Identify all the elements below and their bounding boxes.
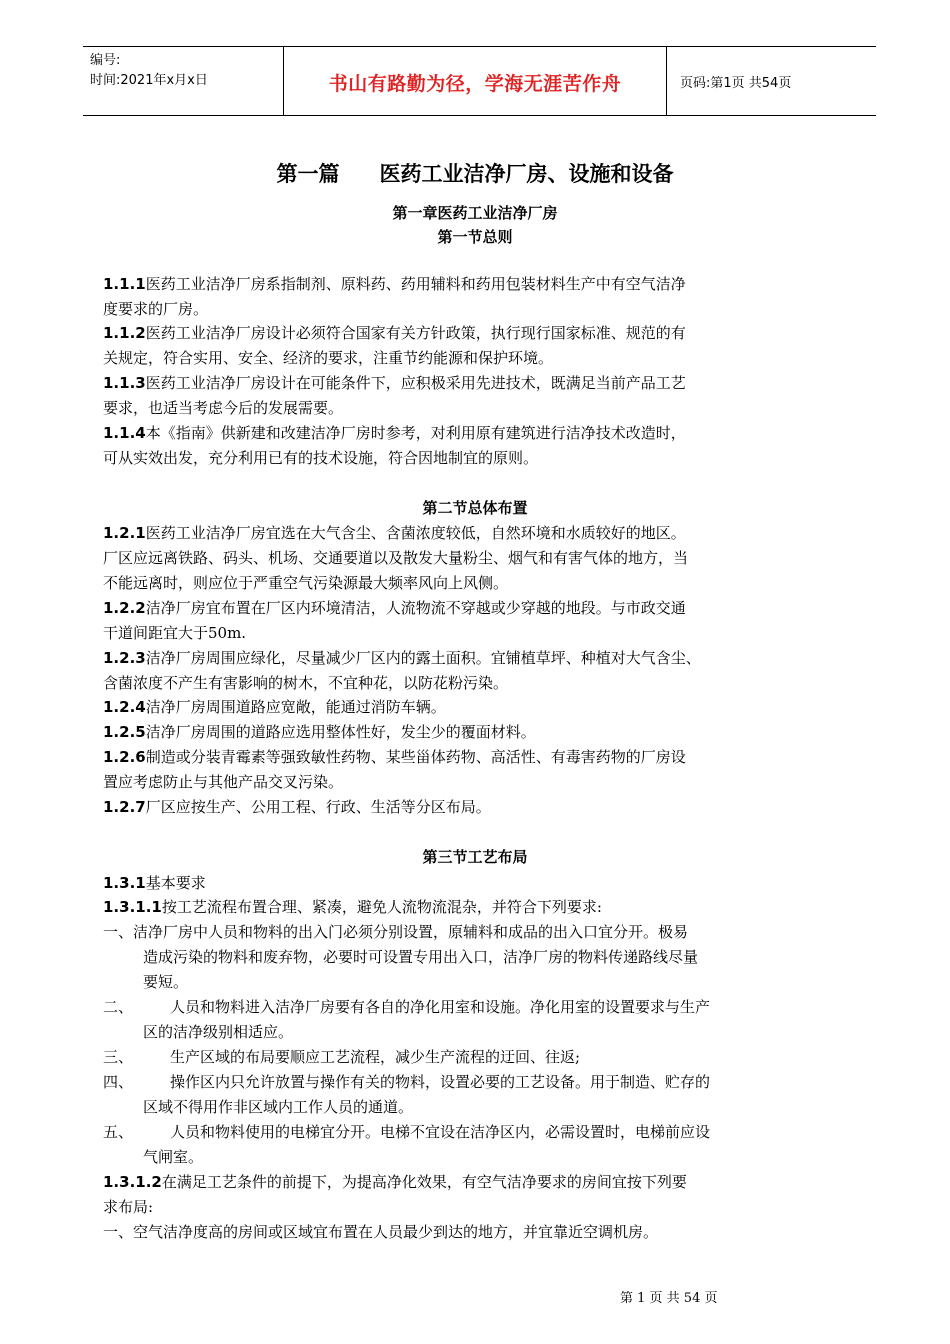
clause-text: 关规定，符合实用、安全、经济的要求，注重节约能源和保护环境。 bbox=[103, 349, 554, 367]
section-title-2: 第二节总体布置 bbox=[422, 499, 528, 517]
clause-1-3-1-2 bbox=[103, 1170, 863, 1220]
clause-1-3-1-1 bbox=[103, 895, 863, 920]
clause-text: 本《指南》供新建和改建洁净厂房时参考，对利用原有建筑进行洁净技术改造时， bbox=[145, 424, 686, 442]
clause-text: 置应考虑防止与其他产品交叉污染。 bbox=[103, 773, 344, 791]
list-item-3 bbox=[103, 1045, 863, 1070]
list2-item-1 bbox=[103, 1220, 863, 1245]
clause-number: 1.2.6 bbox=[103, 748, 146, 766]
clause-text: 洁净厂房周围应绿化，尽量减少厂区内的露土面积。宜铺植草坪、种植对大气含尘、 bbox=[145, 649, 701, 667]
clause-1-1-2 bbox=[103, 321, 863, 371]
chapter-title: 第一章医药工业洁净厂房 bbox=[392, 204, 558, 222]
clause-1-2-5 bbox=[103, 720, 863, 745]
page-header bbox=[83, 46, 876, 116]
clause-1-2-4 bbox=[103, 695, 863, 720]
clause-text: 干道间距宜大于50m. bbox=[103, 624, 247, 642]
list-text: 生产区域的布局要顺应工艺流程，减少生产流程的迂回、往返; bbox=[170, 1048, 581, 1066]
list-text: 要短。 bbox=[143, 973, 189, 991]
clause-text: 洁净厂房周围道路应宽敞，能通过消防车辆。 bbox=[145, 698, 446, 716]
clause-text: 基本要求 bbox=[145, 874, 206, 892]
clause-text: 洁净厂房周围的道路应选用整体性好，发尘少的覆面材料。 bbox=[145, 723, 536, 741]
part-title bbox=[0, 158, 950, 188]
clause-text: 医药工业洁净厂房系指制剂、原料药、药用辅料和药用包装材料生产中有空气洁净 bbox=[145, 275, 686, 293]
clause-text: 可从实效出发，充分利用已有的技术设施，符合因地制宜的原则。 bbox=[103, 449, 539, 467]
clause-1-2-3 bbox=[103, 646, 863, 696]
list-text: 操作区内只允许放置与操作有关的物料，设置必要的工艺设备。用于制造、贮存的 bbox=[170, 1073, 711, 1091]
list-marker: 一、 bbox=[103, 923, 134, 941]
clause-text: 医药工业洁净厂房设计在可能条件下，应积极采用先进技术，既满足当前产品工艺 bbox=[145, 374, 686, 392]
part-name: 医药工业洁净厂房、设施和设备 bbox=[379, 162, 674, 186]
clause-1-2-2 bbox=[103, 596, 863, 646]
clause-text: 不能远离时，则应位于严重空气污染源最大频率风向上风侧。 bbox=[103, 574, 509, 592]
clause-text: 按工艺流程布置合理、紧凑，避免人流物流混杂，并符合下列要求: bbox=[161, 898, 602, 916]
list-text: 区域不得用作非区域内工作人员的通道。 bbox=[143, 1098, 414, 1116]
clause-number: 1.1.1 bbox=[103, 275, 146, 293]
clause-1-3-1 bbox=[103, 871, 863, 896]
clause-text: 制造或分装青霉素等强致敏性药物、某些甾体药物、高活性、有毒害药物的厂房设 bbox=[145, 748, 686, 766]
list-item-4 bbox=[103, 1070, 863, 1120]
list-text: 洁净厂房中人员和物料的出入门必须分别设置，原辅料和成品的出入口宜分开。极易 bbox=[133, 923, 689, 941]
clause-text: 厂区应按生产、公用工程、行政、生活等分区布局。 bbox=[145, 798, 491, 816]
clause-number: 1.2.7 bbox=[103, 798, 146, 816]
list-text: 气闸室。 bbox=[143, 1148, 204, 1166]
header-page-number: 页码:第1页 共54页 bbox=[680, 76, 792, 91]
clause-text: 要求，也适当考虑今后的发展需要。 bbox=[103, 399, 344, 417]
clause-1-1-3 bbox=[103, 371, 863, 421]
clause-text: 求布局: bbox=[103, 1198, 154, 1216]
clause-number: 1.2.2 bbox=[103, 599, 146, 617]
clause-number: 1.3.1.1 bbox=[103, 898, 162, 916]
list-marker: 二、 bbox=[103, 998, 134, 1016]
header-meta bbox=[83, 47, 283, 115]
section-title-1: 第一节总则 bbox=[437, 228, 513, 246]
clause-1-1-1 bbox=[103, 272, 863, 322]
list-marker: 三、 bbox=[103, 1048, 134, 1066]
clause-text: 厂区应远离铁路、码头、机场、交通要道以及散发大量粉尘、烟气和有害气体的地方，当 bbox=[103, 549, 689, 567]
list-marker: 四、 bbox=[103, 1073, 134, 1091]
list-text: 区的洁净级别相适应。 bbox=[143, 1023, 294, 1041]
part-number: 第一篇 bbox=[276, 162, 340, 186]
list-marker: 一、 bbox=[103, 1223, 134, 1241]
clause-number: 1.3.1.2 bbox=[103, 1173, 162, 1191]
clause-text: 医药工业洁净厂房设计必须符合国家有关方针政策，执行现行国家标准、规范的有 bbox=[145, 324, 686, 342]
clause-number: 1.1.2 bbox=[103, 324, 146, 342]
list-text: 人员和物料使用的电梯宜分开。电梯不宜设在洁净区内，必需设置时，电梯前应设 bbox=[170, 1123, 711, 1141]
clause-number: 1.2.4 bbox=[103, 698, 146, 716]
clause-text: 含菌浓度不产生有害影响的树木，不宜种花，以防花粉污染。 bbox=[103, 674, 509, 692]
header-motto: 书山有路勤为径，学海无涯苦作舟 bbox=[328, 73, 622, 95]
clause-number: 1.1.3 bbox=[103, 374, 146, 392]
list-text: 人员和物料进入洁净厂房要有各自的净化用室和设施。净化用室的设置要求与生产 bbox=[170, 998, 711, 1016]
list-item-1 bbox=[103, 920, 863, 995]
clause-1-2-1 bbox=[103, 521, 863, 596]
clause-1-1-4 bbox=[103, 421, 863, 471]
clause-number: 1.2.5 bbox=[103, 723, 146, 741]
clause-1-2-7 bbox=[103, 795, 863, 820]
clause-text: 医药工业洁净厂房宜选在大气含尘、含菌浓度较低，自然环境和水质较好的地区。 bbox=[145, 524, 686, 542]
list-item-2 bbox=[103, 995, 863, 1045]
header-motto-cell bbox=[283, 47, 667, 115]
clause-1-2-6 bbox=[103, 745, 863, 795]
clause-number: 1.3.1 bbox=[103, 874, 146, 892]
list-marker: 五、 bbox=[103, 1123, 134, 1141]
clause-number: 1.1.4 bbox=[103, 424, 146, 442]
page-footer: 第 1 页 共 54 页 bbox=[620, 1291, 718, 1306]
clause-text: 在满足工艺条件的前提下，为提高净化效果，有空气洁净要求的房间宜按下列要 bbox=[161, 1173, 687, 1191]
section-title-3: 第三节工艺布局 bbox=[422, 848, 528, 866]
header-page-cell bbox=[666, 47, 876, 115]
clause-text: 洁净厂房宜布置在厂区内环境清洁，人流物流不穿越或少穿越的地段。与市政交通 bbox=[145, 599, 686, 617]
list-text: 造成污染的物料和废弃物，必要时可设置专用出入口，洁净厂房的物料传递路线尽量 bbox=[143, 948, 699, 966]
clause-number: 1.2.3 bbox=[103, 649, 146, 667]
list-item-5 bbox=[103, 1120, 863, 1170]
document-time-label: 时间:2021年x月x日 bbox=[90, 73, 208, 88]
document-number-label: 编号: bbox=[90, 53, 121, 68]
clause-text: 度要求的厂房。 bbox=[103, 300, 209, 318]
list-text: 空气洁净度高的房间或区域宜布置在人员最少到达的地方，并宜靠近空调机房。 bbox=[133, 1223, 659, 1241]
clause-number: 1.2.1 bbox=[103, 524, 146, 542]
